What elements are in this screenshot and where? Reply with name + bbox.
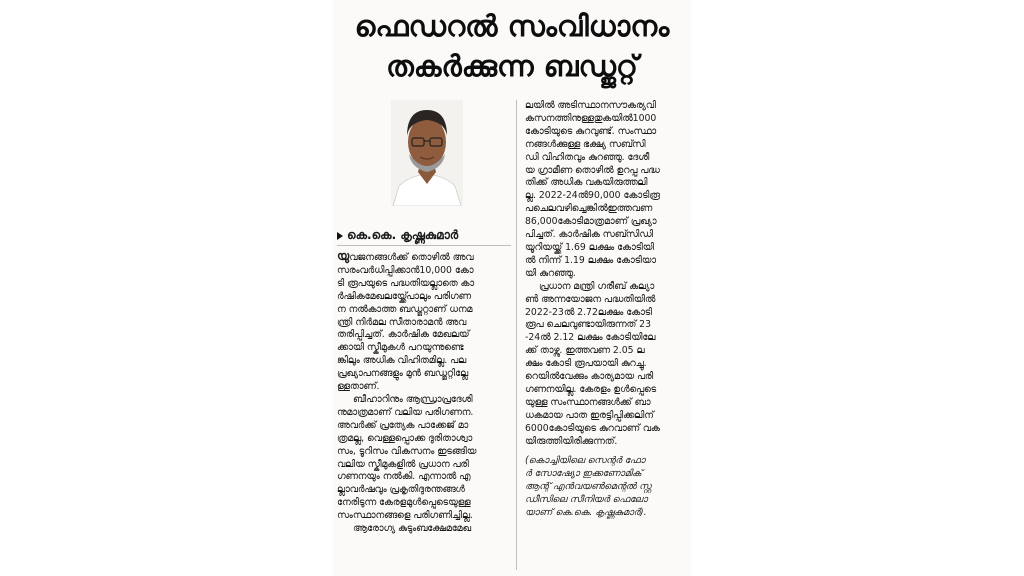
text-line: തിക്ക് അധിക വകയിരുത്തലി — [525, 177, 648, 189]
text-line: കോടിയുടെ കുറവുണ്ട്. സംസ്ഥാ — [525, 125, 657, 137]
author-photo — [391, 100, 463, 206]
text-line: ലയിൽ അടിസ്ഥാനസൗകര്യവി — [525, 100, 656, 111]
text-line: ന നൽകാത്ത ബഡ്ജറ്റാണ് ധനമ — [337, 303, 473, 315]
text-line: ല്ല. 2022-24ൽ90,000 കോടിരൂ — [525, 190, 660, 202]
right-column — [525, 100, 689, 520]
text-line: 86,000കോടിമാത്രമാണ് പ്രഖ്യാ — [525, 216, 657, 228]
text-line: നുമാത്രമാണ് വലിയ പരിഗണന. — [337, 406, 474, 418]
text-line: പിച്ചത്. കാർഷിക സബ്സിഡി — [525, 229, 653, 241]
text-line: ആരോഗ്യ കുടുംബക്ഷേമമേഖ — [353, 523, 471, 535]
text-line: ർഷികമേഖലയ്ക്ക്പോലും പരിഗണ — [337, 290, 471, 302]
text-line: പചെലവഴിച്ചെങ്കിൽഇത്തവണ — [525, 203, 653, 215]
text-line: പ്രധാന മന്ത്രി ഗരീബ് കല്യാ — [539, 280, 655, 292]
text-line: സംസ്ഥാനങ്ങളെ പരിഗണിച്ചില്ല. — [337, 510, 473, 522]
author-name: കെ.കെ. കൃഷ്ണകുമാർ — [347, 228, 459, 242]
text-line: നേരിടുന്ന കേരളമുൾപ്പെടെയുള്ള — [337, 497, 471, 509]
text-line: ക്ഷം കോടി രൂപയായി കുറച്ചു. — [525, 358, 647, 370]
author-note-line: ആന്റ് എൻവയൺമെന്റൽ സ്റ്റ — [525, 481, 652, 493]
text-line: യ ഗ്രാമീണ തൊഴിൽ ഉറപ്പ പദ്ധ — [525, 164, 660, 176]
text-line: 2022-23ൽ 2.72ലക്ഷം കോടി — [525, 306, 652, 318]
text-line: പ്രഖ്യാപനങ്ങളും മുൻ ബഡ്ജറ്റില്ലേ — [337, 368, 469, 380]
text-line: ള്ളതാണ്. — [337, 381, 380, 393]
text-line: ത്രമല്ല, വെള്ളപ്പൊക്ക ദുരിതാശ്വാ — [337, 432, 473, 444]
text-line: 6000കോടിയുടെ കുറവാണ് വക — [525, 422, 660, 434]
text-line: യിരുത്തിയിരിക്കുന്നത്. — [525, 435, 618, 447]
text-line: അവർക്ക് പ്രത്യേക പാക്കേജ് മാ — [337, 419, 469, 431]
text-line: ടി രൂപയുടെ പദ്ധതിയല്ലാതെ കാ — [337, 277, 475, 289]
text-line: യുള്ള സംസ്ഥാനങ്ങൾക്ക് ബാ — [525, 396, 651, 408]
text-line: ധകമായ പാത ഇരട്ടിപ്പിക്കലിന് — [525, 409, 654, 421]
text-line: -24ൽ 2.12 ലക്ഷം കോടിയിലേ — [525, 332, 656, 344]
text-line: നങ്ങൾക്കുള്ള ഭക്ഷ്യ സബ്സി — [525, 138, 646, 150]
text-line: ങ്കിലും അധിക വിഹിതമില്ല. പല — [337, 355, 467, 367]
text-line: ഗണനയില്ല. കേരളം ഉൾപ്പെടെ — [525, 383, 657, 395]
headline-line-2: തകർക്കുന്ന ബഡ്ജറ്റ് — [386, 49, 638, 83]
left-column — [337, 250, 513, 536]
drop-cap: യു — [337, 249, 350, 263]
text-line: ൽ നിന്ന് 1.19 ലക്ഷം കോടിയാ — [525, 254, 657, 266]
text-line: ല്ലാവർഷവും പ്രകൃതിദുരന്തങ്ങൾ — [337, 484, 465, 496]
text-line: ൺ അന്നയോജന പദ്ധതിയിൽ — [525, 293, 656, 305]
byline — [337, 228, 513, 243]
text-line: ഡി വിഹിതവും കുറഞ്ഞു. ദേശീ — [525, 151, 650, 163]
column-divider — [516, 100, 517, 570]
newspaper-clipping — [333, 0, 691, 576]
author-note-line: ർ സോഷ്യോ ഇക്കണോമിക് — [525, 468, 642, 480]
text-line: റെയിൽവേക്കും കാര്യമായ പരി — [525, 371, 654, 383]
text-line: ന്ത്രി നിർമല സീതാരാമൻ അവ — [337, 316, 467, 328]
text-line: യൂറിയയ്ക്ക് 1.69 ലക്ഷം കോടിയി — [525, 241, 654, 253]
author-note-line: യാണ് കെ.കെ. കൃഷ്ണകുമാർ). — [525, 507, 647, 519]
text-line: ക്കായി സ്കീമുകൾ പറയുന്നുണ്ടെ — [337, 342, 464, 354]
byline-rule — [337, 245, 511, 246]
author-note-line: (കൊച്ചിയിലെ സെന്റർ ഫോ — [525, 455, 646, 467]
text-line: വജനങ്ങൾക്ക് തൊഴിൽ അവ — [349, 252, 474, 263]
text-line: ബീഹാറിനും ആന്ധ്രാപ്രദേശി — [353, 393, 473, 405]
triangle-bullet-icon — [337, 232, 343, 240]
text-line: യി കുറഞ്ഞു. — [525, 267, 576, 279]
text-line: ഗണനയും നൽകി. എന്നാൽ എ — [337, 471, 471, 483]
author-note-line: ഡീസിലെ സീനിയർ ഫെലോ — [525, 494, 648, 506]
text-line: ക്ക് താഴ്ന്നു. ഇത്തവണ 2.05 ല — [525, 345, 645, 357]
text-line: സം, ടൂറിസം വികസനം ഇടങ്ങിയ — [337, 445, 477, 457]
headline-line-1: ഫെഡറൽ സംവിധാനം — [354, 9, 670, 43]
text-line: രൂപ ചെലവുണ്ടായിരുന്നത് 23 — [525, 319, 651, 331]
text-line: സരംവർധിപ്പിക്കാൻ10,000 കോ — [337, 264, 474, 276]
text-line: തരിപ്പിച്ചത്. കാർഷിക മേഖലയ് — [337, 329, 470, 341]
text-line: കസനത്തിനുള്ളതുകയിൽ1000 — [525, 112, 657, 124]
text-line: വലിയ സ്കീമുകളിൽ പ്രധാന പരി — [337, 458, 469, 470]
